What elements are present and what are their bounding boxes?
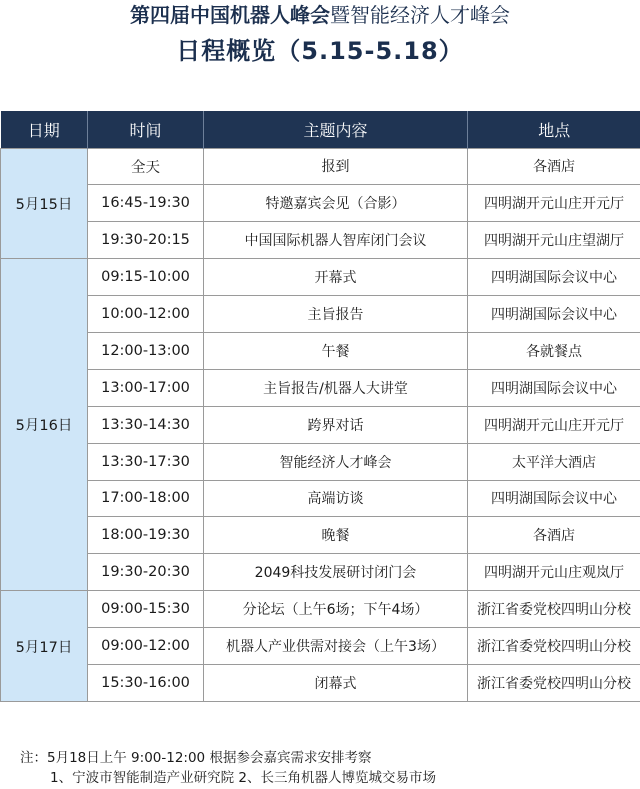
place-cell: 四明湖国际会议中心	[468, 369, 640, 406]
column-header-place: 地点	[468, 111, 640, 148]
place-cell: 四明湖开元山庄开元厅	[468, 185, 640, 222]
topic-cell: 报到	[204, 148, 468, 185]
column-header-date: 日期	[1, 111, 88, 148]
date-cell: 5月16日	[1, 259, 88, 591]
place-cell: 四明湖开元山庄开元厅	[468, 406, 640, 443]
date-cell: 5月17日	[1, 591, 88, 702]
table-row	[1, 222, 640, 259]
table-row	[1, 148, 640, 185]
table-row	[1, 369, 640, 406]
time-cell: 09:15-10:00	[88, 259, 204, 296]
place-cell: 四明湖开元山庄观岚厅	[468, 554, 640, 591]
table-header-row	[1, 111, 640, 148]
page-subtitle: 日程概览（5.15-5.18）	[176, 37, 464, 65]
topic-cell: 智能经济人才峰会	[204, 443, 468, 480]
table-row	[1, 332, 640, 369]
place-cell: 太平洋大酒店	[468, 443, 640, 480]
topic-cell: 午餐	[204, 332, 468, 369]
table-row	[1, 443, 640, 480]
column-header-topic: 主题内容	[204, 111, 468, 148]
table-row	[1, 406, 640, 443]
topic-cell: 主旨报告/机器人大讲堂	[204, 369, 468, 406]
schedule-table	[0, 111, 640, 702]
topic-cell: 晚餐	[204, 517, 468, 554]
time-cell: 09:00-12:00	[88, 628, 204, 665]
time-cell: 15:30-16:00	[88, 664, 204, 701]
time-cell: 13:00-17:00	[88, 369, 204, 406]
schedule-body	[1, 148, 640, 701]
topic-cell: 2049科技发展研讨闭门会	[204, 554, 468, 591]
table-row	[1, 517, 640, 554]
time-cell: 10:00-12:00	[88, 296, 204, 333]
topic-cell: 闭幕式	[204, 664, 468, 701]
time-cell: 17:00-18:00	[88, 480, 204, 517]
place-cell: 各酒店	[468, 148, 640, 185]
place-cell: 浙江省委党校四明山分校	[468, 664, 640, 701]
table-row	[1, 664, 640, 701]
footer-note-items: 1、宁波市智能制造产业研究院 2、长三角机器人博览城交易市场	[50, 770, 436, 786]
date-cell: 5月15日	[1, 148, 88, 259]
time-cell: 09:00-15:30	[88, 591, 204, 628]
place-cell: 四明湖开元山庄望湖厅	[468, 222, 640, 259]
time-cell: 全天	[88, 148, 204, 185]
topic-cell: 分论坛（上午6场；下午4场）	[204, 591, 468, 628]
time-cell: 13:30-14:30	[88, 406, 204, 443]
place-cell: 四明湖国际会议中心	[468, 259, 640, 296]
table-row	[1, 185, 640, 222]
table-row	[1, 554, 640, 591]
topic-cell: 机器人产业供需对接会（上午3场）	[204, 628, 468, 665]
place-cell: 浙江省委党校四明山分校	[468, 591, 640, 628]
footer-note: 注：5月18日上午 9:00-12:00 根据参会嘉宾需求安排考察	[20, 750, 372, 766]
table-row	[1, 296, 640, 333]
topic-cell: 跨界对话	[204, 406, 468, 443]
table-row	[1, 628, 640, 665]
topic-cell: 开幕式	[204, 259, 468, 296]
time-cell: 16:45-19:30	[88, 185, 204, 222]
place-cell: 四明湖国际会议中心	[468, 296, 640, 333]
place-cell: 四明湖国际会议中心	[468, 480, 640, 517]
topic-cell: 特邀嘉宾会见（合影）	[204, 185, 468, 222]
place-cell: 各就餐点	[468, 332, 640, 369]
table-row	[1, 259, 640, 296]
page-title	[0, 2, 640, 28]
topic-cell: 主旨报告	[204, 296, 468, 333]
time-cell: 12:00-13:00	[88, 332, 204, 369]
topic-cell: 中国国际机器人智库闭门会议	[204, 222, 468, 259]
table-row	[1, 480, 640, 517]
topic-cell: 高端访谈	[204, 480, 468, 517]
title-bold-part: 第四届中国机器人峰会	[130, 3, 330, 27]
place-cell: 浙江省委党校四明山分校	[468, 628, 640, 665]
place-cell: 各酒店	[468, 517, 640, 554]
table-row	[1, 591, 640, 628]
time-cell: 19:30-20:30	[88, 554, 204, 591]
column-header-time: 时间	[88, 111, 204, 148]
time-cell: 18:00-19:30	[88, 517, 204, 554]
time-cell: 19:30-20:15	[88, 222, 204, 259]
time-cell: 13:30-17:30	[88, 443, 204, 480]
title-rest-part: 暨智能经济人才峰会	[330, 3, 510, 27]
